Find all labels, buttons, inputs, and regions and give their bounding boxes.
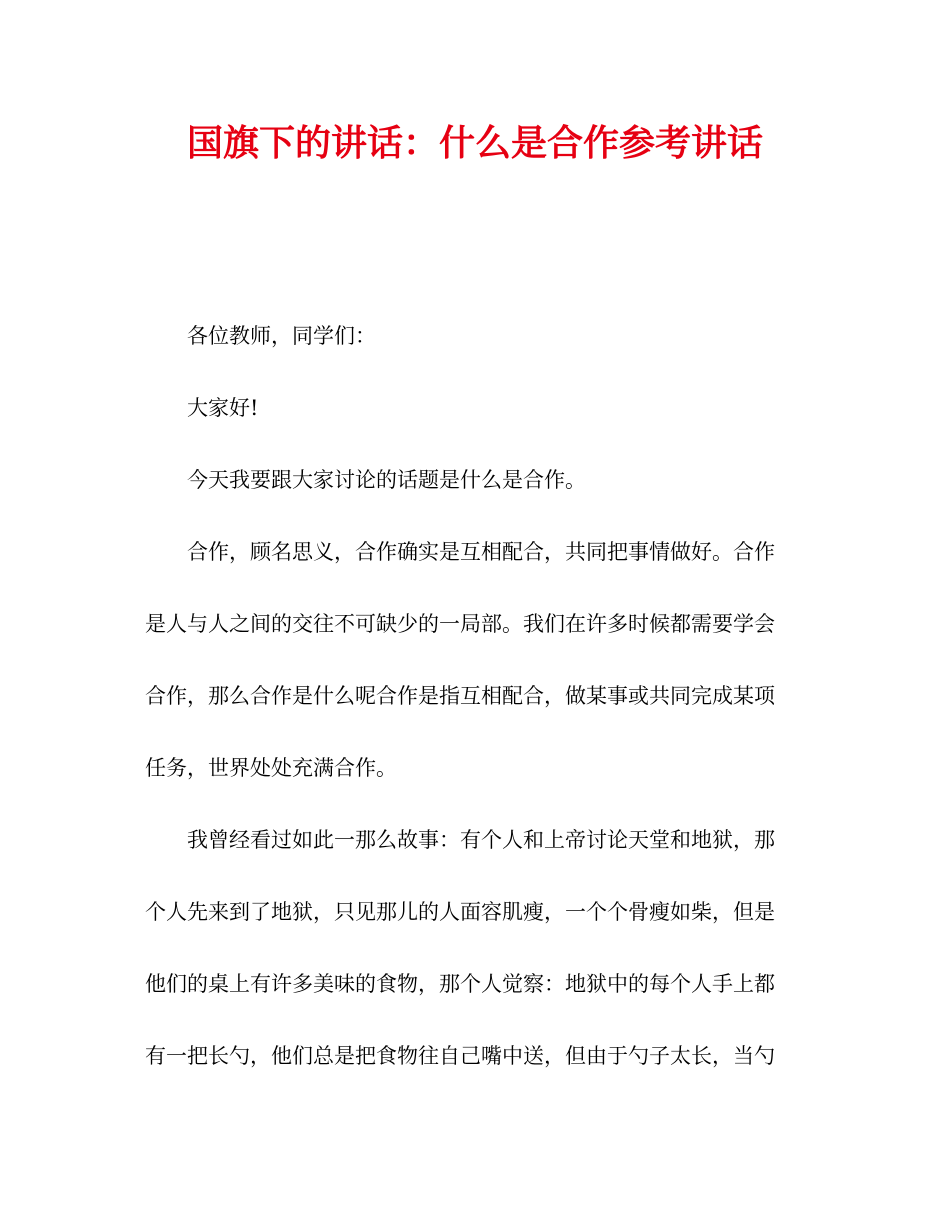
paragraph-line: 任务，世界处处充满合作。 xyxy=(145,756,397,780)
greeting-paragraph xyxy=(145,318,805,354)
paragraph-line: 有一把长勺，他们总是把食物往自己嘴中送，但由于勺子太长，当勺 xyxy=(145,1044,775,1068)
paragraph-line: 他们的桌上有许多美味的食物，那个人觉察：地狱中的每个人手上都 xyxy=(145,972,775,996)
paragraph-line: 我曾经看过如此一那么故事：有个人和上帝讨论天堂和地狱，那 xyxy=(187,828,775,852)
paragraph-line: 个人先来到了地狱，只见那儿的人面容肌瘦，一个个骨瘦如柴，但是 xyxy=(145,900,775,924)
intro-line: 今天我要跟大家讨论的话题是什么是合作。 xyxy=(187,468,586,492)
paragraph-line: 合作，顾名思义，合作确实是互相配合，共同把事情做好。合作 xyxy=(187,540,775,564)
cooperation-paragraph xyxy=(145,534,805,786)
document-body xyxy=(145,318,805,1110)
story-paragraph xyxy=(145,822,805,1074)
page-title: 国旗下的讲话：什么是合作参考讲话 xyxy=(186,123,763,164)
hello-paragraph xyxy=(145,390,805,426)
intro-paragraph xyxy=(145,462,805,498)
greeting-line: 各位教师，同学们： xyxy=(187,324,376,348)
paragraph-line: 合作，那么合作是什么呢合作是指互相配合，做某事或共同完成某项 xyxy=(145,684,775,708)
paragraph-line: 是人与人之间的交往不可缺少的一局部。我们在许多时候都需要学会 xyxy=(145,612,775,636)
hello-line: 大家好! xyxy=(187,396,259,420)
